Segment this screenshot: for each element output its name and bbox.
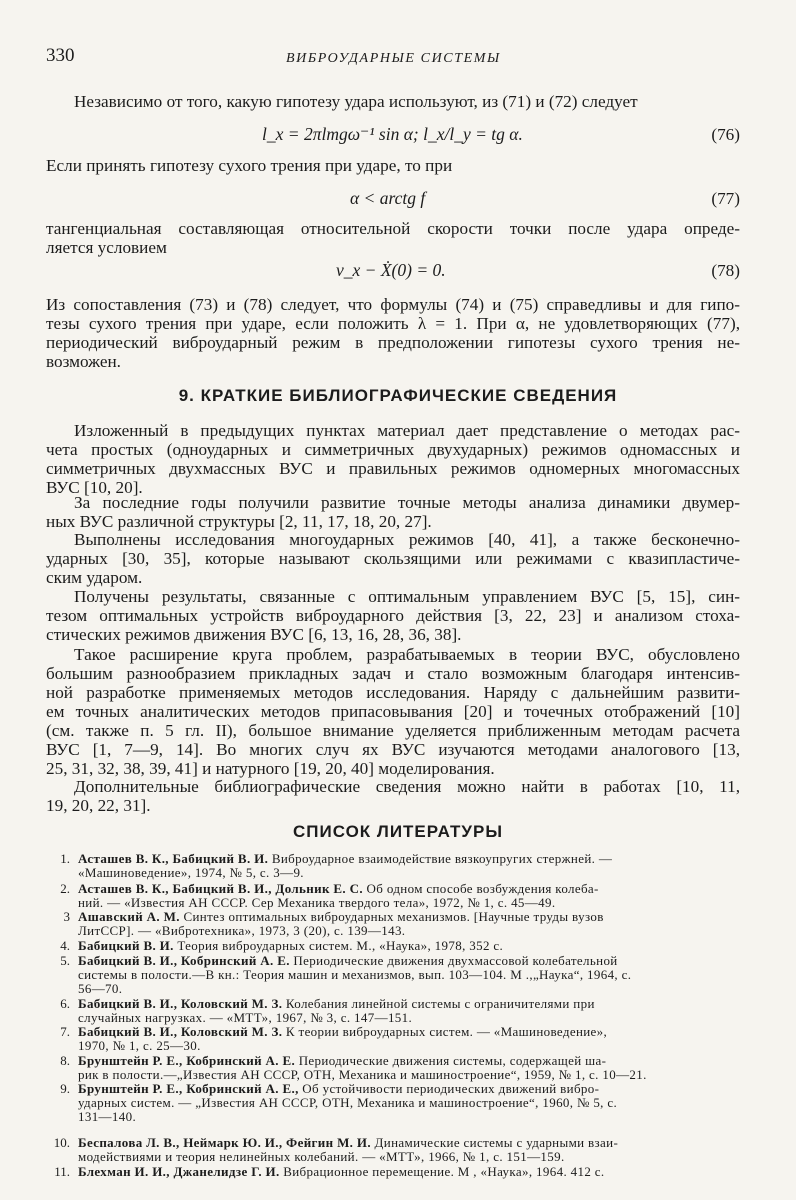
- paragraph-line: тангенциальная составляющая относительной скорости точки после удара опреде-: [46, 219, 740, 238]
- reference-line: 1970, № 1, с. 25—30.: [78, 1038, 201, 1053]
- paragraph-line: (см. также п. 5 гл. II), большое внимание уделяется приближенным методам расчета: [46, 721, 740, 740]
- paragraph-line: Если принять гипотезу сухого трения при ударе, то при: [46, 156, 453, 175]
- reference-authors: Бабицкий В. И., Коловский М. З.: [78, 1024, 283, 1039]
- reference-line: 56—70.: [78, 981, 123, 996]
- reference-line: ЛитССР]. — «Вибротехника», 1973, 3 (20), с. 139—143.: [78, 923, 406, 938]
- paragraph-line: ной разработке применяемых методов исследования. Наряду с дальнейшим развити-: [46, 683, 740, 702]
- equation-76: l_x = 2πlmgω⁻¹ sin α; l_x/l_y = tg α.: [262, 124, 523, 144]
- reference-line: Брунштейн Р. Е., Кобринский А. Е. Периодические движения системы, содержащей ша-: [78, 1053, 607, 1068]
- reference-authors: Беспалова Л. В., Неймарк Ю. И., Фейгин М. И.: [78, 1135, 371, 1150]
- running-title: ВИБРОУДАРНЫЕ СИСТЕМЫ: [286, 51, 501, 66]
- paragraph-line: ВУС [1, 7—9, 14]. Во многих случ ях ВУС изучаются методами аналогового [13,: [46, 740, 740, 759]
- reference-line: 131—140.: [78, 1109, 137, 1124]
- paragraph-line: тезом оптимальных устройств виброударного действия [3, 22, 23] и анализом стоха-: [46, 606, 740, 625]
- paragraph-line: тезы сухого трения при ударе, если положить λ = 1. При α, не удовлетворяющих (77),: [46, 314, 740, 333]
- reference-number: 9.: [60, 1081, 70, 1096]
- reference-authors: Брунштейн Р. Е., Кобринский А. Е.: [78, 1053, 296, 1068]
- reference-line: Бабицкий В. И. Теория виброударных систем. М., «Наука», 1978, 352 с.: [78, 938, 504, 953]
- reference-line: модействиями и теория нелинейных колебаний. — «МТТ», 1966, № 1, с. 151—159.: [78, 1149, 565, 1164]
- equation-number-76: (76): [711, 125, 740, 144]
- reference-line: Асташев В. К., Бабицкий В. И. Виброударное взаимодействие вязкоупругих стержней. —: [78, 851, 613, 866]
- reference-line: системы в полости.—В кн.: Теория машин и механизмов, вып. 103—104. М .,„Наука“, 1964, с.: [78, 967, 632, 982]
- reference-line: «Машиноведение», 1974, № 5, с. 3—9.: [78, 865, 304, 880]
- references-heading: СПИСОК ЛИТЕРАТУРЫ: [293, 822, 503, 841]
- reference-line: Бабицкий В. И., Коловский М. З. Колебания линейной системы с ограничителями при: [78, 996, 595, 1011]
- reference-line: Бабицкий В. И., Коловский М. З. К теории виброударных систем. — «Машиноведение»,: [78, 1024, 608, 1039]
- reference-authors: Ашавский А. М.: [78, 909, 180, 924]
- paragraph-line: Изложенный в предыдущих пунктах материал дает представление о методах рас-: [74, 421, 740, 440]
- equation-78: v_x − Ẋ(0) = 0.: [336, 260, 446, 280]
- reference-authors: Асташев В. К., Бабицкий В. И., Дольник Е. С.: [78, 881, 363, 896]
- paragraph-line: Независимо от того, какую гипотезу удара используют, из (71) и (72) следует: [74, 92, 638, 111]
- reference-number: 8.: [60, 1053, 70, 1068]
- paragraph-line: чета простых (одноударных и симметричных двухударных) режимов одномассных и: [46, 440, 740, 459]
- paragraph-line: ским ударом.: [46, 568, 143, 587]
- reference-authors: Брунштейн Р. Е., Кобринский А. Е.,: [78, 1081, 299, 1096]
- paragraph-line: За последние годы получили развитие точные методы анализа динамики двумер-: [74, 493, 740, 512]
- reference-number: 10.: [53, 1135, 70, 1150]
- reference-number: 1.: [60, 851, 70, 866]
- paragraph-line: Выполнены исследования многоударных режимов [40, 41], а также бесконечно-: [74, 530, 740, 549]
- paragraph-line: стических режимов движения ВУС [6, 13, 16, 28, 36, 38].: [46, 625, 462, 644]
- section-heading: 9. КРАТКИЕ БИБЛИОГРАФИЧЕСКИЕ СВЕДЕНИЯ: [178, 386, 618, 405]
- paragraph-line: периодический виброударный режим в предположении гипотезы сухого трения не-: [46, 333, 740, 352]
- reference-authors: Асташев В. К., Бабицкий В. И.: [78, 851, 269, 866]
- reference-line: Ашавский А. М. Синтез оптимальных виброударных механизмов. [Научные труды вузов: [78, 909, 604, 924]
- paragraph-line: ВУС [10, 20].: [46, 478, 143, 497]
- reference-line: ударных систем. — „Известия АН СССР, ОТН, Механика и машиностроение“, 1960, № 5, с.: [78, 1095, 618, 1110]
- paragraph-line: 19, 20, 22, 31].: [46, 796, 151, 815]
- reference-authors: Бабицкий В. И.: [78, 938, 174, 953]
- paragraph-line: Получены результаты, связанные с оптимальным управлением ВУС [5, 15], син-: [74, 587, 740, 606]
- reference-number: 7.: [60, 1024, 70, 1039]
- reference-line: Бабицкий В. И., Кобринский А. Е. Периодические движения двухмассовой колебательной: [78, 953, 618, 968]
- paragraph-line: Из сопоставления (73) и (78) следует, что формулы (74) и (75) справедливы и для гипо-: [46, 295, 740, 314]
- paragraph-line: Такое расширение круга проблем, разрабатываемых в теории ВУС, обусловлено: [74, 645, 740, 664]
- paragraph-line: возможен.: [46, 352, 121, 371]
- reference-line: Блехман И. И., Джанелидзе Г. И. Вибрационное перемещение. М , «Наука», 1964. 412 с.: [78, 1164, 605, 1179]
- paragraph-line: большим разнообразием прикладных задач и стало возможным благодаря интенсив-: [46, 664, 740, 683]
- reference-line: Беспалова Л. В., Неймарк Ю. И., Фейгин М. И. Динамические системы с ударными взаи-: [78, 1135, 619, 1150]
- equation-number-77: (77): [711, 189, 740, 208]
- reference-line: Брунштейн Р. Е., Кобринский А. Е., Об устойчивости периодических движений вибро-: [78, 1081, 600, 1096]
- reference-number: 2.: [60, 881, 70, 896]
- reference-number: 4.: [60, 938, 70, 953]
- reference-authors: Бабицкий В. И., Коловский М. З.: [78, 996, 283, 1011]
- reference-number: 5.: [60, 953, 70, 968]
- paragraph-line: ляется условием: [46, 238, 167, 257]
- reference-authors: Бабицкий В. И., Кобринский А. Е.: [78, 953, 290, 968]
- equation-77: α < arctg f: [350, 188, 426, 208]
- reference-number: 6.: [60, 996, 70, 1011]
- reference-number: 11.: [54, 1164, 70, 1179]
- reference-number: 3: [63, 909, 70, 924]
- reference-line: рик в полости.—„Известия АН СССР, ОТН, Механика и машиностроение“, 1959, № 1, с. 10—21.: [78, 1067, 647, 1082]
- reference-line: ний. — «Известия АН СССР. Сер Механика твердого тела», 1972, № 1, с. 45—49.: [78, 895, 556, 910]
- paragraph-line: ударных [30, 35], которые называют скользящими или режимами с квазипластиче-: [46, 549, 740, 568]
- page-number: 330: [46, 45, 75, 66]
- reference-authors: Блехман И. И., Джанелидзе Г. И.: [78, 1164, 280, 1179]
- reference-line: случайных нагрузках. — «МТТ», 1967, № 3, с. 147—151.: [78, 1010, 413, 1025]
- reference-line: Асташев В. К., Бабицкий В. И., Дольник Е. С. Об одном способе возбуждения колеба-: [78, 881, 599, 896]
- paragraph-line: 25, 31, 32, 38, 39, 41] и натурного [19, 20, 40] моделирования.: [46, 759, 495, 778]
- paragraph-line: ем точных аналитических методов припасовывания [20] и точечных отображений [10]: [46, 702, 740, 721]
- equation-number-78: (78): [711, 261, 740, 280]
- paragraph-line: Дополнительные библиографические сведения можно найти в работах [10, 11,: [74, 777, 740, 796]
- paragraph-line: ных ВУС различной структуры [2, 11, 17, 18, 20, 27].: [46, 512, 432, 531]
- paragraph-line: симметричных двухмассных ВУС и правильных режимов одномерных многомассных: [46, 459, 740, 478]
